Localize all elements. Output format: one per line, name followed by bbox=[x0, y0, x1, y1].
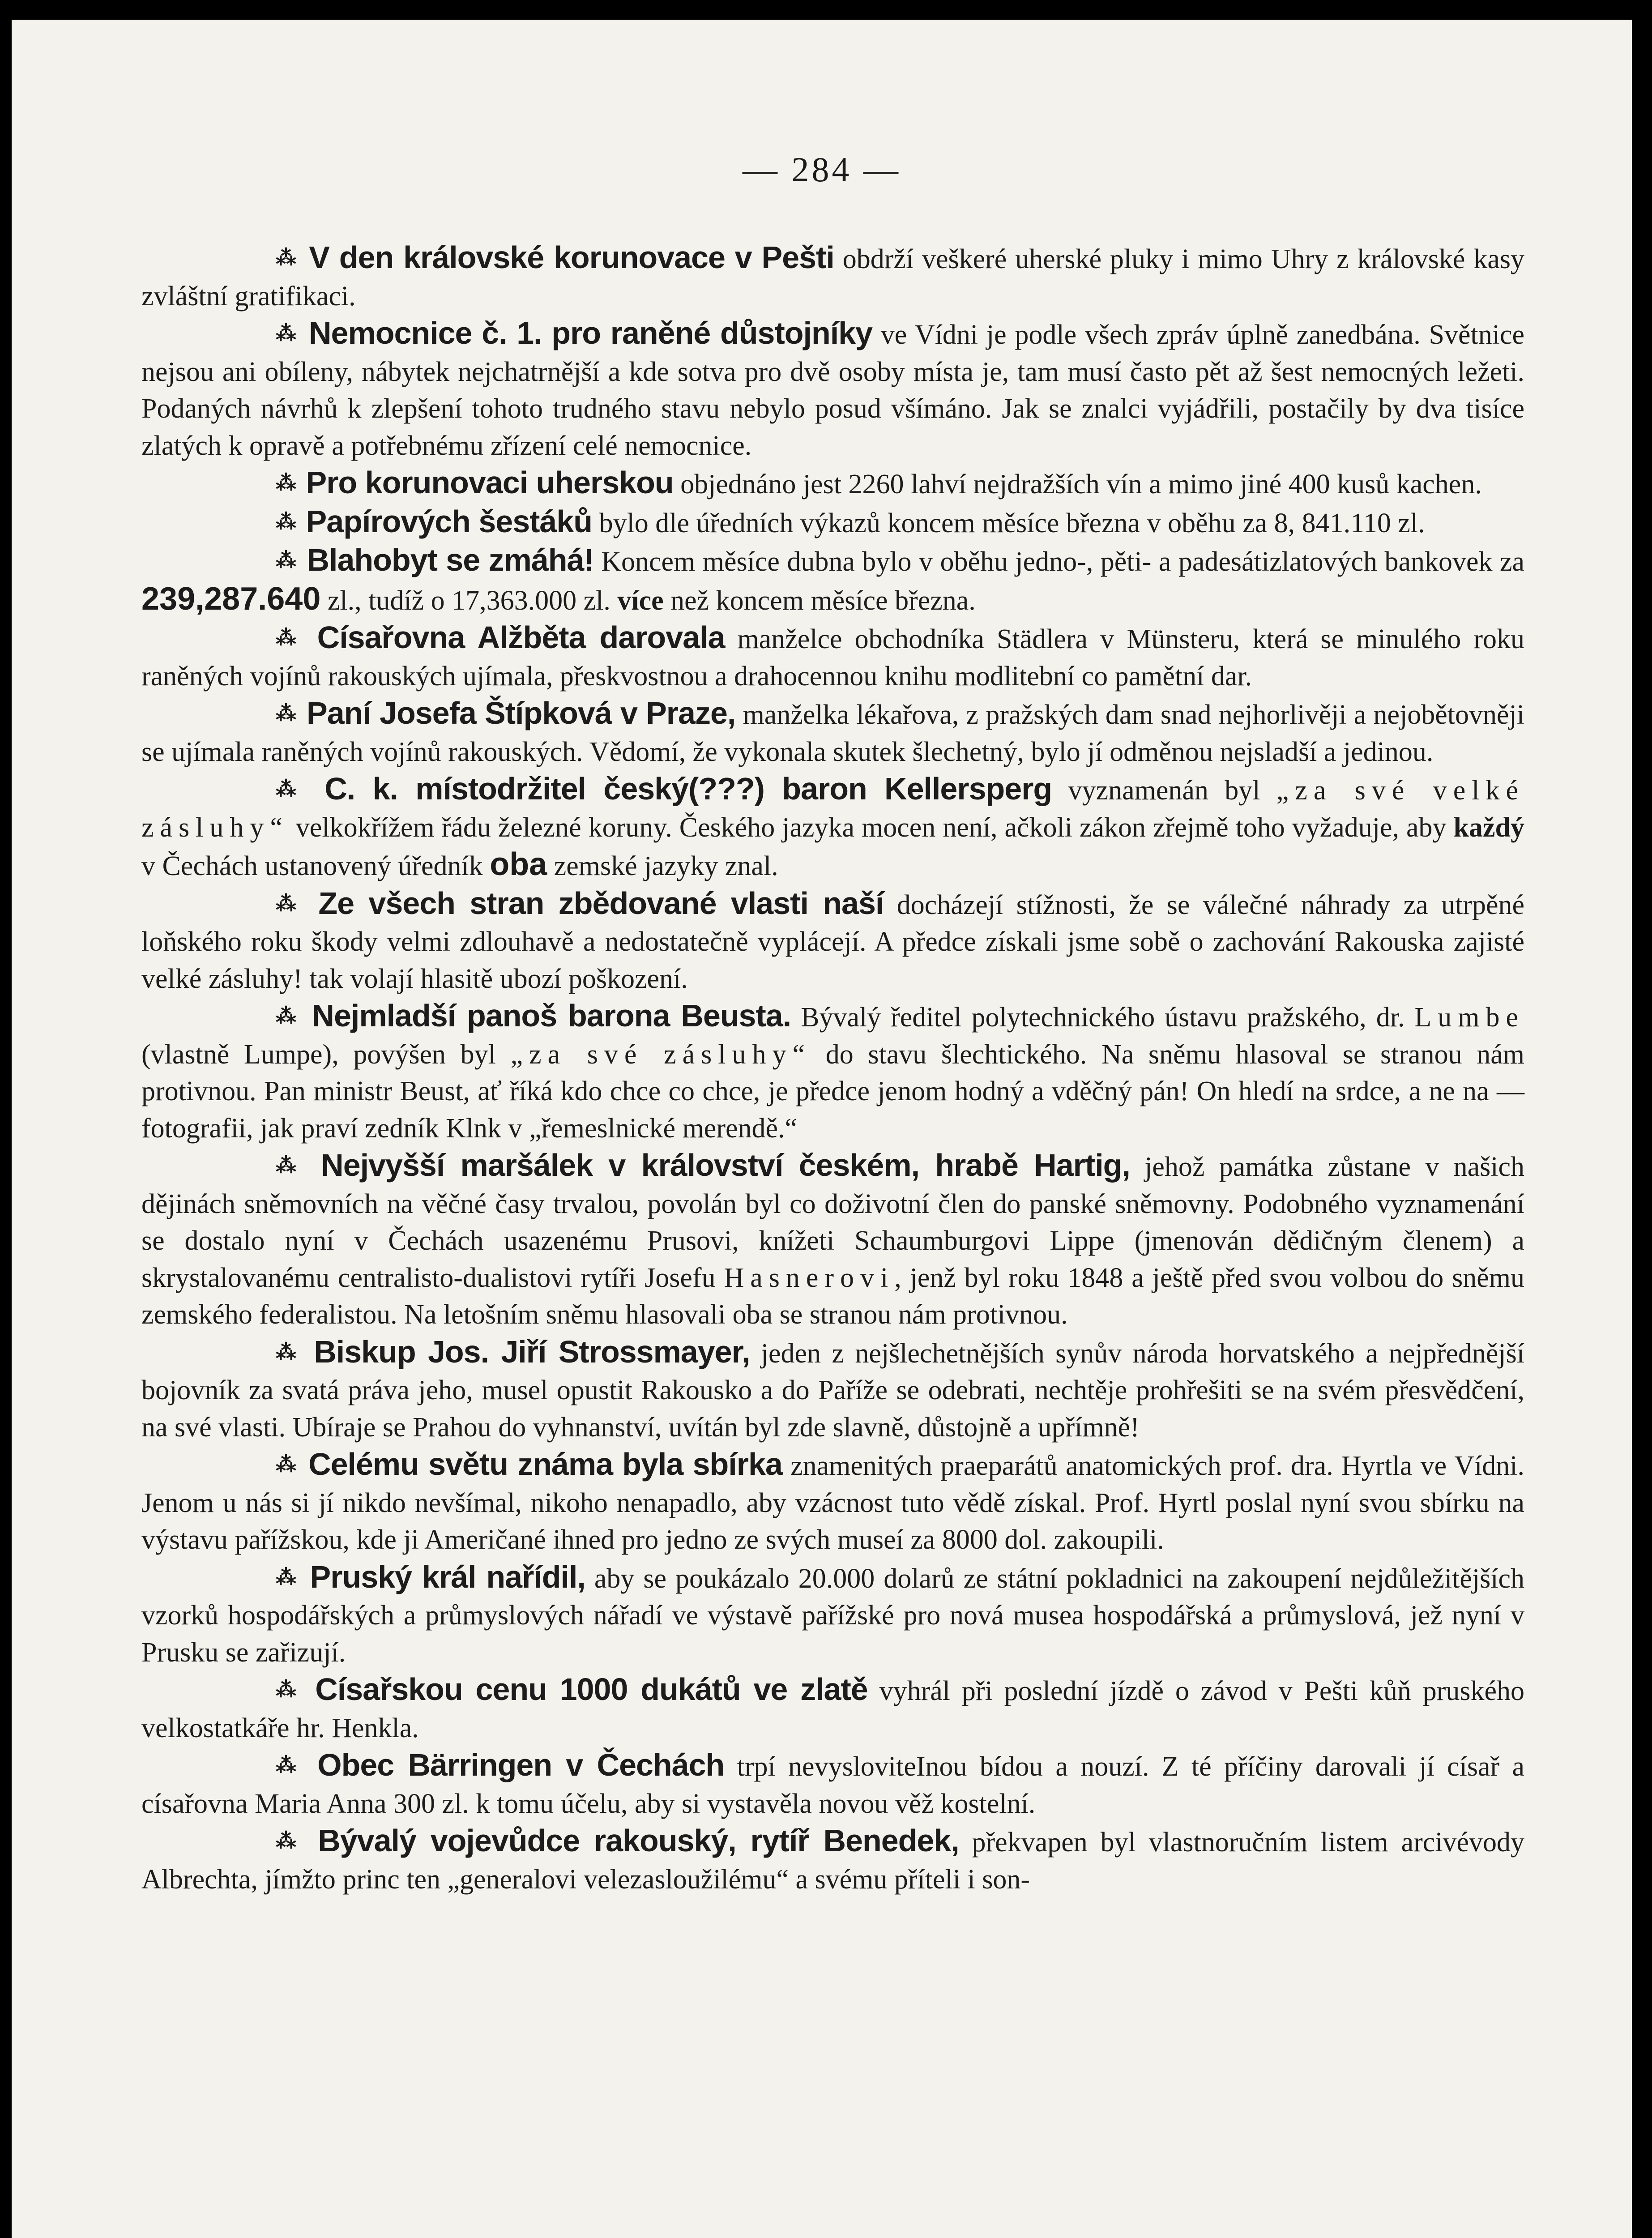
item-body: v Čechách ustanovený úředník bbox=[141, 851, 490, 881]
item-heading: Nejmladší panoš barona Beusta. bbox=[312, 998, 791, 1033]
spaced-name: Hasnerovi bbox=[724, 1262, 895, 1293]
item-heading: Nemocnice č. 1. pro raněné důstojníky bbox=[309, 316, 873, 350]
asterism-icon: ⁂ bbox=[276, 246, 298, 269]
item-body: aby se poukázalo 20.000 dolarů ze státní pokladnici na zakoupení nejdůležitějších vzorků hospodářských a průmyslových nářadí ve výstavě pařížské pro nová musea hospodářská a průmyslová, jež nyní v Prusku se zařizují. bbox=[141, 1563, 1525, 1668]
news-item bbox=[141, 770, 1524, 885]
news-item bbox=[141, 239, 1524, 315]
asterism-icon: ⁂ bbox=[276, 1754, 302, 1777]
news-item bbox=[141, 885, 1524, 998]
news-item bbox=[141, 1747, 1524, 1822]
emphasis-word: každý bbox=[1453, 812, 1524, 843]
asterism-icon: ⁂ bbox=[276, 471, 296, 494]
item-body: bylo dle úředních výkazů koncem měsíce března v oběhu za 8, 841.110 zl. bbox=[592, 508, 1425, 538]
asterism-icon: ⁂ bbox=[276, 1565, 299, 1589]
item-heading: V den královské korunovace v Pešti bbox=[309, 240, 834, 275]
article-column bbox=[141, 239, 1524, 1898]
item-heading: Obec Bärringen v Čechách bbox=[317, 1747, 725, 1782]
item-body: jeden z nejšlechetnějších synův národa horvatského a nejpřednější bojovník za svatá práva jeho, musel opustit Rakousko a do Paříže se odebrati, nechtěje prohřešiti se na svém přesvědčení, na své vlasti. Ubíraje se Prahou do vyhnanství, uvítán byl zde slavně, důstojně a upřímně! bbox=[141, 1338, 1525, 1443]
asterism-icon: ⁂ bbox=[276, 549, 297, 572]
asterism-icon: ⁂ bbox=[276, 892, 303, 915]
asterism-icon: ⁂ bbox=[276, 1154, 304, 1177]
asterism-icon: ⁂ bbox=[276, 626, 302, 649]
item-body: velkokřížem řádu železné koruny. Českého jazyka mocen není, ačkoli zákon zřejmě toho vyžaduje, aby bbox=[288, 812, 1454, 843]
item-body: do stavu šlechtického. Na sněmu hlasoval se stranou nám protivnou. Pan ministr Beust, ať říká kdo chce co chce, je předce jenom hodný a vděčný pán! On hledí na srdce, a ne na — fotografii, jak praví zedník Klnk v „řemeslnické merendě.“ bbox=[141, 1039, 1524, 1144]
item-heading: Blahobyt se zmáhá! bbox=[307, 542, 594, 577]
news-item bbox=[141, 1147, 1524, 1333]
item-body: Koncem měsíce dubna bylo v oběhu jedno-, pěti- a padesátizlatových bankovek za bbox=[593, 547, 1524, 577]
news-item bbox=[141, 1333, 1524, 1446]
emphasis-word: více bbox=[617, 585, 664, 616]
news-item bbox=[141, 1671, 1524, 1747]
item-heading: Ze všech stran zbědované vlasti naší bbox=[318, 885, 884, 921]
asterism-icon: ⁂ bbox=[276, 702, 297, 725]
amount-figure: 239,287.640 bbox=[141, 581, 321, 617]
spaced-name: Lumbe bbox=[1414, 1002, 1525, 1033]
asterism-icon: ⁂ bbox=[276, 1829, 303, 1852]
item-body: manželce obchodníka Städlera v Münsteru, která se minulého roku raněných vojínů rakouských ujímala, přeskvostnou a drahocennou knihu modlitební co pamětní dar. bbox=[141, 624, 1525, 692]
news-item bbox=[141, 619, 1524, 695]
news-item bbox=[141, 542, 1524, 619]
asterism-icon: ⁂ bbox=[276, 1453, 298, 1476]
asterism-icon: ⁂ bbox=[276, 1678, 301, 1701]
item-heading: Papírových šestáků bbox=[306, 504, 593, 539]
news-item bbox=[141, 997, 1524, 1147]
item-heading: Pro korunovaci uherskou bbox=[306, 465, 674, 500]
news-item bbox=[141, 464, 1524, 503]
item-body: manželka lékařova, z pražských dam snad nejhorlivěji a nejobětovněji se ujímala raněných vojínů rakouských. Vědomí, že vykonala skutek šlechetný, bylo jí odměnou nejsladší a jedinou. bbox=[141, 700, 1525, 767]
item-body: vyhrál při poslední jízdě o závod v Pešti kůň pruského velkostatkáře hr. Henkla. bbox=[141, 1676, 1525, 1743]
item-heading: Císařovna Alžběta darovala bbox=[317, 620, 725, 655]
news-item bbox=[141, 503, 1524, 542]
document-page bbox=[12, 20, 1632, 2238]
news-item bbox=[141, 695, 1524, 770]
asterism-icon: ⁂ bbox=[276, 510, 296, 533]
item-body: ve Vídni je podle všech zpráv úplně zanedbána. Světnice nejsou ani obíleny, nábytek nejchatrnější a kde sotva pro dvě osoby místa je, tam musí často pět až šest nemocných ležeti. Podaných návrhů k zlepšení tohoto trudného stavu nebylo posud všímáno. Jak se znalci vyjádřili, postačily by dva tisíce zlatých k opravě a potřebnému zřízení celé nemocnice. bbox=[141, 320, 1525, 461]
item-heading: Celému světu známa byla sbírka bbox=[308, 1447, 782, 1482]
news-item bbox=[141, 1822, 1524, 1898]
emphasis-word: oba bbox=[490, 846, 547, 882]
item-body: obdrží veškeré uherské pluky i mimo Uhry z královské kasy zvláštní gratifikaci. bbox=[141, 244, 1524, 312]
news-item bbox=[141, 1446, 1524, 1559]
item-heading: Pruský král nařídil, bbox=[310, 1559, 585, 1594]
item-body: zemské jazyky znal. bbox=[547, 851, 778, 881]
item-heading: Císařskou cenu 1000 dukátů ve zlatě bbox=[315, 1672, 868, 1707]
item-heading: Biskup Jos. Jiří Strossmayer, bbox=[314, 1334, 750, 1369]
spaced-quote: „za své zásluhy“ bbox=[510, 1039, 811, 1070]
asterism-icon: ⁂ bbox=[276, 1004, 299, 1027]
page-number: — 284 — bbox=[743, 150, 901, 189]
item-body: trpí nevysloviteInou bídou a nouzí. Z té příčiny darovali jí císař a císařovna Maria Anna 300 zl. k tomu účelu, aby si vystavěla novou věž kostelní. bbox=[141, 1751, 1525, 1819]
item-body: , jenž byl roku 1848 a ještě před svou volbou do sněmu zemského federalistou. Na letošním sněmu hlasovali oba se stranou nám protivnou. bbox=[141, 1262, 1524, 1330]
asterism-icon: ⁂ bbox=[276, 1340, 300, 1363]
item-body: znamenitých praeparátů anatomických prof. dra. Hyrtla ve Vídni. Jenom u nás si jí nikdo nevšímal, nikoho nenapadlo, aby vzácnost tuto vědě získal. Prof. Hyrtl poslal nyní svou sbírku na výstavu pařížskou, kde ji Američané ihned pro jedno ze svých museí za 8000 dol. zakoupili. bbox=[141, 1451, 1525, 1555]
spaced-quote: „za své velké zásluhy“ bbox=[141, 775, 1525, 843]
item-body: Bývalý ředitel polytechnického ústavu pražského, dr. bbox=[791, 1002, 1415, 1033]
asterism-icon: ⁂ bbox=[276, 322, 298, 345]
item-body: překvapen byl vlastnoručním listem arcivévody Albrechta, jímžto princ ten „generalovi velezasloužilému“ a svému příteli i son- bbox=[141, 1827, 1525, 1895]
item-body: jehož památka zůstane v našich dějinách sněmovních na věčné časy trvalou, povolán byl co doživotní člen do panské sněmovny. Podobného vyznamenání se dostalo nyní v Čechách usazenému Prusovi, knížeti Schaumburgovi Lippe (jmenován dědičným členem) a skrystalovanému centralisto-dualistovi rytíři Josefu bbox=[141, 1152, 1525, 1293]
item-heading: Nejvyšší maršálek v království českém, hrabě Hartig, bbox=[321, 1148, 1130, 1183]
news-item bbox=[141, 315, 1524, 464]
news-item bbox=[141, 1559, 1524, 1671]
item-body: docházejí stížnosti, že se válečné náhrady za utrpěné loňského roku škody velmi zdlouhavě a nedostatečně vyplácejí. A předce získali jsme sobě o zachování Rakouska zajisté velké zásluhy! tak volají hlasitě ubozí poškození. bbox=[141, 889, 1524, 994]
item-body: objednáno jest 2260 lahví nejdražších vín a mimo jiné 400 kusů kachen. bbox=[673, 469, 1482, 500]
asterism-icon: ⁂ bbox=[276, 777, 306, 800]
item-body: zl., tudíž o 17,363.000 zl. bbox=[320, 585, 618, 616]
item-body: než koncem měsíce března. bbox=[663, 585, 976, 616]
item-heading: Paní Josefa Štípková v Praze, bbox=[307, 696, 736, 730]
item-body: (vlastně Lumpe), povýšen byl bbox=[141, 1039, 511, 1070]
item-heading: Bývalý vojevůdce rakouský, rytíř Benedek, bbox=[318, 1823, 959, 1858]
item-body: vyznamenán byl bbox=[1052, 775, 1276, 806]
item-heading: C. k. místodržitel český(???) baron Kellersperg bbox=[324, 771, 1052, 806]
